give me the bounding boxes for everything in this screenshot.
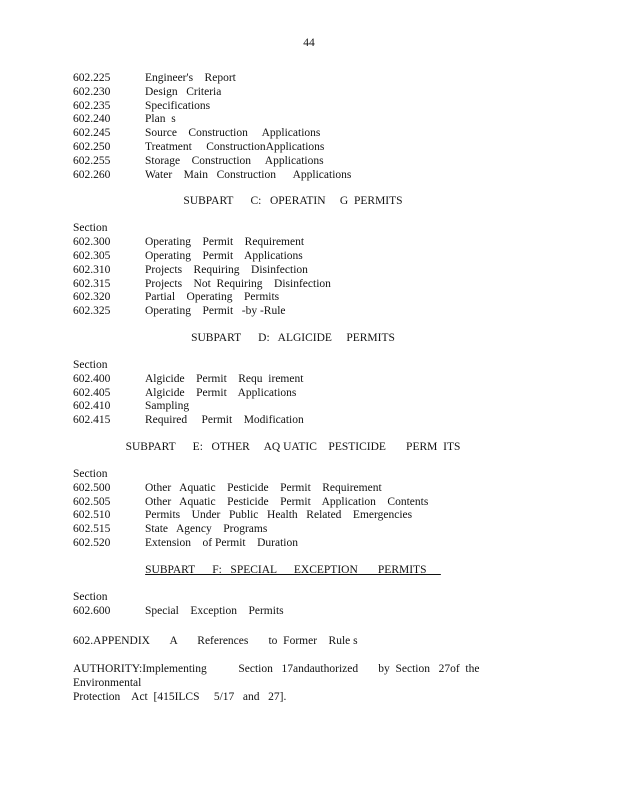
list-item [73, 113, 513, 127]
section-title: Operating Permit -by -Rule [145, 305, 286, 318]
list-item [73, 496, 513, 510]
section-number: 602.520 [73, 536, 111, 549]
list-item [73, 605, 513, 619]
list-item [73, 305, 513, 319]
section-title: Water Main Construction Applications [145, 168, 352, 181]
list-item [73, 155, 513, 169]
list-item [73, 482, 513, 496]
section-number: 602.255 [73, 154, 111, 167]
list-item [73, 86, 513, 100]
section-number: 602.260 [73, 168, 111, 181]
section-number: 602.305 [73, 249, 111, 262]
list-item [73, 169, 513, 183]
section-number: 602.300 [73, 236, 111, 249]
section-title: Required Permit Modification [145, 414, 304, 427]
table-of-contents [73, 72, 513, 705]
section-title: Storage Construction Applications [145, 154, 324, 167]
section-list-group5 [73, 605, 513, 619]
section-title: Extension of Permit Duration [145, 536, 298, 549]
section-title: Plan s [145, 113, 176, 126]
section-title: Other Aquatic Pesticide Permit Requirement [145, 481, 382, 494]
list-item [73, 236, 513, 250]
list-item [73, 291, 513, 305]
list-item [73, 537, 513, 551]
section-list-group2 [73, 236, 513, 319]
section-number: 602.315 [73, 277, 111, 290]
subpart-e-heading: SUBPART E: OTHER AQ UATIC PESTICIDE PERM ITS [125, 440, 461, 453]
section-label: Section [73, 467, 108, 480]
appendix-line: 602.APPENDIX A References to Former Rule s [73, 635, 358, 648]
subpart-f-heading [73, 563, 513, 577]
subpart-d-heading: SUBPART D: ALGICIDE PERMITS [191, 331, 395, 344]
section-title: Treatment ConstructionApplications [145, 140, 325, 153]
section-title: Design Criteria [145, 85, 222, 98]
section-number: 602.405 [73, 386, 111, 399]
list-item [73, 100, 513, 114]
section-number: 602.510 [73, 509, 111, 522]
section-title: Operating Permit Applications [145, 249, 303, 262]
authority-note: AUTHORITY:Implementing Section 17andauthorized by Section 27of the Environmental Protection Act [415ILCS 5/17 and 27]. [73, 663, 480, 703]
section-number: 602.320 [73, 291, 111, 304]
section-title: Projects Requiring Disinfection [145, 263, 308, 276]
list-item [73, 509, 513, 523]
list-item [73, 373, 513, 387]
section-title: Permits Under Public Health Related Emergencies [145, 509, 413, 522]
section-number: 602.325 [73, 305, 111, 318]
section-title: Other Aquatic Pesticide Permit Application Contents [145, 495, 429, 508]
section-list-group3 [73, 373, 513, 428]
section-number: 602.245 [73, 127, 111, 140]
section-number: 602.240 [73, 113, 111, 126]
section-number: 602.415 [73, 414, 111, 427]
section-number: 602.225 [73, 72, 111, 84]
section-number: 602.250 [73, 140, 111, 153]
section-label: Section [73, 222, 108, 235]
section-number: 602.310 [73, 263, 111, 276]
section-number: 602.515 [73, 523, 111, 536]
section-number: 602.410 [73, 400, 111, 413]
page-number: 44 [303, 37, 315, 49]
section-number: 602.505 [73, 495, 111, 508]
section-title: State Agency Programs [145, 523, 268, 536]
list-item [73, 414, 513, 428]
list-item [73, 72, 513, 86]
list-item [73, 278, 513, 292]
section-title: Projects Not Requiring Disinfection [145, 277, 331, 290]
section-list-group1 [73, 72, 513, 182]
section-number: 602.600 [73, 604, 111, 617]
section-title: Algicide Permit Applications [145, 386, 297, 399]
list-item [73, 387, 513, 401]
list-item [73, 400, 513, 414]
section-label: Section [73, 358, 108, 371]
subpart-f-text: SUBPART F: SPECIAL EXCEPTION PERMITS [145, 563, 441, 576]
section-list-group4 [73, 482, 513, 551]
section-label: Section [73, 590, 108, 603]
section-title: Operating Permit Requirement [145, 236, 305, 249]
section-title: Special Exception Permits [145, 604, 284, 617]
subpart-c-heading: SUBPART C: OPERATIN G PERMITS [183, 195, 403, 208]
section-title: Sampling [145, 400, 190, 413]
section-number: 602.400 [73, 372, 111, 385]
section-number: 602.230 [73, 85, 111, 98]
section-title: Specifications [145, 99, 211, 112]
section-title: Algicide Permit Requ irement [145, 372, 304, 385]
section-number: 602.235 [73, 99, 111, 112]
section-title: Engineer's Report [145, 72, 236, 84]
list-item [73, 250, 513, 264]
section-title: Source Construction Applications [145, 127, 321, 140]
list-item [73, 141, 513, 155]
list-item [73, 127, 513, 141]
section-number: 602.500 [73, 481, 111, 494]
section-title: Partial Operating Permits [145, 291, 280, 304]
list-item [73, 523, 513, 537]
list-item [73, 264, 513, 278]
